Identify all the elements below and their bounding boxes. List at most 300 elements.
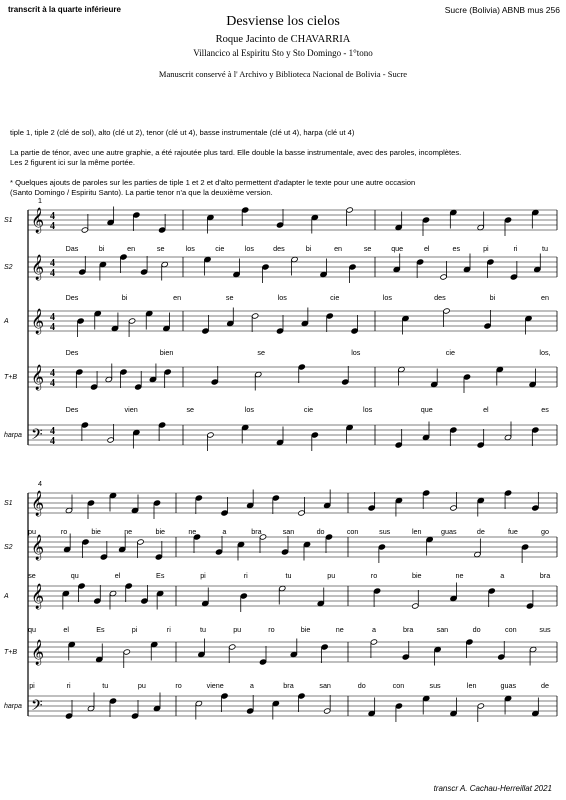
transposition-note: transcrit à la quarte inférieure: [8, 5, 121, 14]
note-head: [133, 212, 140, 218]
note-head: [78, 583, 85, 589]
treble-clef-icon: 𝄞: [31, 535, 45, 560]
lyric-syllable: se: [257, 348, 265, 357]
lyric-syllable: con: [346, 527, 359, 536]
lyric-syllable: Des: [65, 405, 79, 414]
note-head: [450, 595, 457, 601]
lyric-syllable: en: [541, 293, 549, 302]
lyric-syllable: de: [541, 681, 549, 690]
lyric-syllable: do: [472, 625, 481, 634]
note-head: [422, 434, 429, 440]
note-head: [202, 328, 209, 334]
lyric-syllable: sus: [429, 681, 441, 690]
lyric-syllable: a: [500, 571, 505, 580]
lyric-syllable: es: [452, 244, 461, 253]
note-head: [163, 325, 170, 331]
staff-label: S2: [4, 264, 13, 271]
note-head: [298, 510, 305, 516]
note-head: [153, 500, 160, 506]
lyric-syllable: se: [363, 244, 372, 253]
note-head: [402, 315, 409, 321]
lyric-syllable: ri: [66, 681, 71, 690]
note-head: [276, 439, 283, 445]
note-head: [77, 318, 84, 324]
lyric-syllable: tu: [200, 625, 206, 634]
note-head: [87, 500, 94, 506]
note-head: [207, 214, 214, 220]
lyric-syllable: bie: [155, 527, 166, 536]
lyric-syllable: los: [277, 293, 287, 302]
note-head: [510, 274, 517, 280]
staff-label: harpa: [4, 432, 22, 439]
note-head: [488, 588, 495, 594]
note-head: [156, 590, 163, 596]
note-head: [221, 510, 228, 516]
note-head: [141, 598, 148, 604]
note-head: [395, 703, 402, 709]
note-head: [81, 227, 88, 233]
lyric-syllable: do: [357, 681, 366, 690]
note-head: [346, 207, 353, 213]
lyric-syllable: go: [541, 527, 549, 536]
note-head: [298, 364, 305, 370]
lyric-syllable: tu: [542, 244, 548, 253]
piece-title: Desviense los cielos: [226, 14, 340, 29]
lyric-syllable: bi: [305, 244, 312, 253]
note-head: [342, 379, 349, 385]
treble-clef-icon: 𝄞: [31, 584, 45, 609]
note-head: [131, 713, 138, 719]
note-head: [87, 705, 94, 711]
note-head: [368, 505, 375, 511]
lyric-syllable: guas: [441, 527, 457, 536]
note-head: [76, 369, 83, 375]
treble-clef-icon: 𝄞: [31, 208, 45, 233]
note-head: [64, 546, 71, 552]
treble-clef-icon: 𝄞: [31, 491, 45, 516]
note-head: [477, 497, 484, 503]
note-head: [368, 710, 375, 716]
note-head: [504, 490, 511, 496]
time-signature-bottom: 4: [50, 378, 55, 389]
lyric-syllable: bie: [91, 527, 101, 536]
time-signature-top: 4: [50, 211, 55, 222]
lyric-syllable: bi: [98, 244, 105, 253]
lyric-syllable: len: [411, 527, 422, 536]
note-head: [298, 693, 305, 699]
note-head: [198, 651, 205, 657]
note-head: [255, 371, 262, 377]
note-head: [504, 434, 511, 440]
lyric-syllable: de: [476, 527, 485, 536]
lyric-syllable: los: [244, 405, 254, 414]
lyric-syllable: ro: [268, 625, 275, 634]
note-head: [151, 641, 158, 647]
treble-clef-icon: 𝄞: [31, 365, 45, 390]
lyric-syllable: bie: [300, 625, 311, 634]
note-head: [431, 381, 438, 387]
note-head: [463, 266, 470, 272]
note-head: [247, 708, 254, 714]
note-head: [153, 705, 160, 711]
lyric-syllable: a: [249, 681, 254, 690]
lyric-syllable: los: [363, 405, 373, 414]
lyric-syllable: tu: [102, 681, 109, 690]
measure-number: 1: [38, 196, 42, 205]
note-head: [99, 261, 106, 267]
staff-label: T+B: [4, 374, 18, 381]
lyric-syllable: el: [114, 571, 121, 580]
note-head: [311, 214, 318, 220]
note-head: [111, 325, 118, 331]
lyric-syllable: los: [185, 244, 195, 253]
lyric-syllable: ro: [370, 571, 378, 580]
treble-clef-icon: 𝄞: [31, 255, 45, 280]
note-head: [484, 323, 491, 329]
note-head: [412, 603, 419, 609]
lyric-syllable: bra: [539, 571, 551, 580]
note-head: [247, 502, 254, 508]
note-head: [227, 320, 234, 326]
note-head: [131, 507, 138, 513]
note-head: [107, 437, 114, 443]
note-head: [237, 541, 244, 547]
note-head: [221, 693, 228, 699]
note-head: [317, 600, 324, 606]
lyric-syllable: pi: [29, 681, 35, 690]
time-signature-top: 4: [50, 426, 55, 437]
note-head: [262, 264, 269, 270]
note-head: [81, 422, 88, 428]
note-head: [94, 598, 101, 604]
lyric-syllable: pu: [233, 625, 242, 634]
note-head: [155, 554, 162, 560]
note-head: [521, 544, 528, 550]
lyric-syllable: tu: [285, 571, 292, 580]
note-head: [321, 644, 328, 650]
note-head: [529, 381, 536, 387]
bass-clef-icon: 𝄢: [31, 697, 43, 718]
note-head: [466, 639, 473, 645]
time-signature-bottom: 4: [50, 268, 55, 279]
note-head: [526, 603, 533, 609]
note-head: [105, 376, 112, 382]
lyric-syllable: que: [391, 244, 404, 253]
note-head: [229, 644, 236, 650]
lyric-syllable: do: [316, 527, 325, 536]
note-head: [324, 708, 331, 714]
note-head: [423, 695, 430, 701]
staff-label: harpa: [4, 703, 22, 710]
staff-label: A: [4, 593, 9, 600]
note-head: [504, 217, 511, 223]
note-head: [158, 422, 165, 428]
piece-subtitle: Villancico al Espiritu Sto y Sto Domingo - 1°tono: [193, 48, 373, 58]
note-head: [94, 310, 101, 316]
lyric-syllable: cie: [303, 405, 314, 414]
note-head: [211, 379, 218, 385]
note-line: Les 2 figurent ici sur la même portée.: [10, 158, 135, 167]
note-head: [440, 274, 447, 280]
note-head: [395, 497, 402, 503]
lyric-syllable: des: [434, 293, 446, 302]
note-head: [240, 593, 247, 599]
note-head: [450, 209, 457, 215]
note-head: [125, 583, 132, 589]
lyric-syllable: san: [282, 527, 295, 536]
lyric-syllable: qu: [28, 625, 36, 634]
note-head: [422, 217, 429, 223]
lyric-syllable: pu: [327, 571, 336, 580]
lyric-syllable: ne: [455, 571, 464, 580]
note-head: [532, 710, 539, 716]
note-head: [82, 539, 89, 545]
note-head: [133, 429, 140, 435]
composer-name: Roque Jacinto de CHAVARRIA: [215, 34, 351, 45]
lyric-syllable: bra: [283, 681, 294, 690]
lyric-syllable: con: [392, 681, 405, 690]
lyric-syllable: pi: [131, 625, 138, 634]
note-head: [395, 442, 402, 448]
time-signature-bottom: 4: [50, 221, 55, 232]
note-head: [398, 366, 405, 372]
lyric-syllable: se: [156, 244, 165, 253]
lyric-syllable: len: [466, 681, 477, 690]
lyric-syllable: Es: [96, 625, 105, 634]
note-head: [498, 654, 505, 660]
lyric-syllable: des: [273, 244, 285, 253]
note-head: [290, 651, 297, 657]
note-head: [62, 590, 69, 596]
lyric-syllable: en: [173, 293, 182, 302]
lyric-syllable: a: [372, 625, 376, 634]
lyric-syllable: el: [483, 405, 489, 414]
treble-clef-icon: 𝄞: [31, 640, 45, 665]
note-head: [149, 376, 156, 382]
note-head: [443, 308, 450, 314]
note-head: [378, 544, 385, 550]
note-head: [281, 549, 288, 555]
staff-label: S2: [4, 544, 13, 551]
note-head: [65, 713, 72, 719]
lyric-syllable: Des: [65, 293, 79, 302]
note-head: [325, 534, 332, 540]
note-head: [301, 320, 308, 326]
lyric-syllable: pu: [28, 527, 36, 536]
note-line: tiple 1, tiple 2 (clé de sol), alto (clé ut 2), tenor (clé ut 4), basse instrumentale (clé ut 4), harpa (clé ut 4): [10, 128, 355, 137]
note-head: [119, 546, 126, 552]
lyric-syllable: bra: [251, 527, 262, 536]
lyric-syllable: san: [319, 681, 331, 690]
note-head: [525, 315, 532, 321]
note-head: [164, 369, 171, 375]
note-head: [423, 490, 430, 496]
lyric-syllable: cie: [445, 348, 456, 357]
note-head: [128, 318, 135, 324]
note-head: [100, 554, 107, 560]
lyric-syllable: viene: [206, 681, 224, 690]
note-head: [195, 700, 202, 706]
note-head: [96, 656, 103, 662]
note-head: [276, 222, 283, 228]
lyric-syllable: san: [436, 625, 449, 634]
note-head: [450, 505, 457, 511]
note-head: [474, 551, 481, 557]
note-head: [477, 442, 484, 448]
lyric-syllable: los,: [539, 348, 551, 357]
lyric-syllable: cie: [215, 244, 225, 253]
note-head: [207, 432, 214, 438]
lyric-syllable: bie: [411, 571, 422, 580]
note-head: [109, 698, 116, 704]
note-head: [120, 254, 127, 260]
note-head: [395, 224, 402, 230]
lyric-syllable: ro: [60, 527, 68, 536]
note-head: [291, 256, 298, 262]
lyric-syllable: se: [28, 571, 36, 580]
lyric-syllable: bien: [159, 348, 174, 357]
staff-label: S1: [4, 217, 13, 224]
transcriber-credit: transcr A. Cachau-Herreillat 2021: [433, 784, 552, 793]
note-head: [79, 269, 86, 275]
lyric-syllable: pi: [483, 244, 489, 253]
staff-label: A: [4, 318, 9, 325]
lyric-syllable: a: [222, 527, 227, 536]
lyric-syllable: Des: [65, 348, 79, 357]
lyric-syllable: el: [423, 244, 430, 253]
lyric-syllable: bi: [489, 293, 496, 302]
time-signature-top: 4: [50, 368, 55, 379]
note-head: [504, 695, 511, 701]
note-head: [320, 271, 327, 277]
note-head: [158, 227, 165, 233]
note-head: [276, 328, 283, 334]
lyric-syllable: se: [186, 405, 195, 414]
note-head: [109, 492, 116, 498]
lyric-syllable: ro: [175, 681, 182, 690]
time-signature-bottom: 4: [50, 322, 55, 333]
lyric-syllable: sus: [379, 527, 391, 536]
note-head: [487, 259, 494, 265]
note-head: [242, 424, 249, 430]
note-head: [233, 271, 240, 277]
note-head: [450, 427, 457, 433]
note-head: [259, 659, 266, 665]
note-head: [434, 646, 441, 652]
note-head: [463, 374, 470, 380]
note-head: [496, 366, 503, 372]
staff-label: S1: [4, 500, 13, 507]
note-head: [123, 649, 130, 655]
lyric-syllable: en: [334, 244, 343, 253]
note-head: [324, 502, 331, 508]
lyric-syllable: es: [541, 405, 549, 414]
note-head: [349, 264, 356, 270]
lyric-syllable: los: [244, 244, 254, 253]
lyric-syllable: sus: [539, 625, 551, 634]
note-head: [529, 646, 536, 652]
note-head: [370, 639, 377, 645]
lyric-syllable: vien: [124, 405, 138, 414]
note-head: [477, 703, 484, 709]
manuscript-reference: Sucre (Bolivia) ABNB mus 256: [444, 5, 560, 15]
note-head: [393, 266, 400, 272]
lyric-syllable: cie: [330, 293, 340, 302]
staff-label: T+B: [4, 649, 18, 656]
note-head: [195, 495, 202, 501]
note-head: [311, 432, 318, 438]
note-head: [272, 700, 279, 706]
note-line: (Santo Domingo / Espiritu Santo). La partie tenor n'a que la deuxième version.: [10, 188, 273, 197]
time-signature-bottom: 4: [50, 436, 55, 447]
note-head: [251, 313, 258, 319]
note-head: [120, 369, 127, 375]
note-head: [402, 654, 409, 660]
note-head: [135, 384, 142, 390]
lyric-syllable: guas: [500, 681, 517, 690]
note-head: [242, 207, 249, 213]
lyric-syllable: ne: [188, 527, 197, 536]
time-signature-top: 4: [50, 312, 55, 323]
lyric-syllable: Es: [156, 571, 165, 580]
lyric-syllable: pi: [200, 571, 206, 580]
bass-clef-icon: 𝄢: [31, 426, 43, 447]
measure-number: 4: [38, 479, 42, 488]
note-head: [303, 541, 310, 547]
lyric-syllable: Das: [65, 244, 79, 253]
lyric-syllable: bi: [121, 293, 128, 302]
lyric-syllable: ri: [513, 244, 518, 253]
treble-clef-icon: 𝄞: [31, 309, 45, 334]
lyric-syllable: ri: [166, 625, 171, 634]
note-head: [326, 313, 333, 319]
lyric-syllable: con: [505, 625, 517, 634]
lyric-syllable: ne: [335, 625, 344, 634]
lyric-syllable: pu: [137, 681, 146, 690]
note-head: [109, 590, 116, 596]
note-head: [202, 600, 209, 606]
lyric-syllable: fue: [507, 527, 518, 536]
note-head: [204, 256, 211, 262]
lyric-syllable: los: [351, 348, 361, 357]
note-head: [279, 585, 286, 591]
note-head: [426, 536, 433, 542]
note-head: [346, 424, 353, 430]
lyric-syllable: que: [420, 405, 433, 414]
note-head: [137, 539, 144, 545]
note-head: [477, 224, 484, 230]
lyric-syllable: ne: [124, 527, 133, 536]
note-head: [373, 588, 380, 594]
note-head: [107, 219, 114, 225]
note-head: [351, 328, 358, 334]
time-signature-top: 4: [50, 258, 55, 269]
note-head: [65, 507, 72, 513]
lyric-syllable: bra: [403, 625, 414, 634]
lyric-syllable: el: [63, 625, 70, 634]
note-head: [90, 384, 97, 390]
note-head: [532, 427, 539, 433]
source-note: Manuscrit conservé à l' Archivo y Biblioteca Nacional de Bolivia - Sucre: [158, 69, 408, 79]
lyric-syllable: qu: [70, 571, 79, 580]
note-line: * Quelques ajouts de paroles sur les parties de tiple 1 et 2 et d'alto permettent d'adapter le texte pour une autre occasion: [10, 177, 416, 187]
note-head: [534, 266, 541, 272]
note-head: [416, 259, 423, 265]
note-head: [532, 209, 539, 215]
note-head: [272, 495, 279, 501]
lyric-syllable: se: [225, 293, 234, 302]
note-head: [146, 310, 153, 316]
